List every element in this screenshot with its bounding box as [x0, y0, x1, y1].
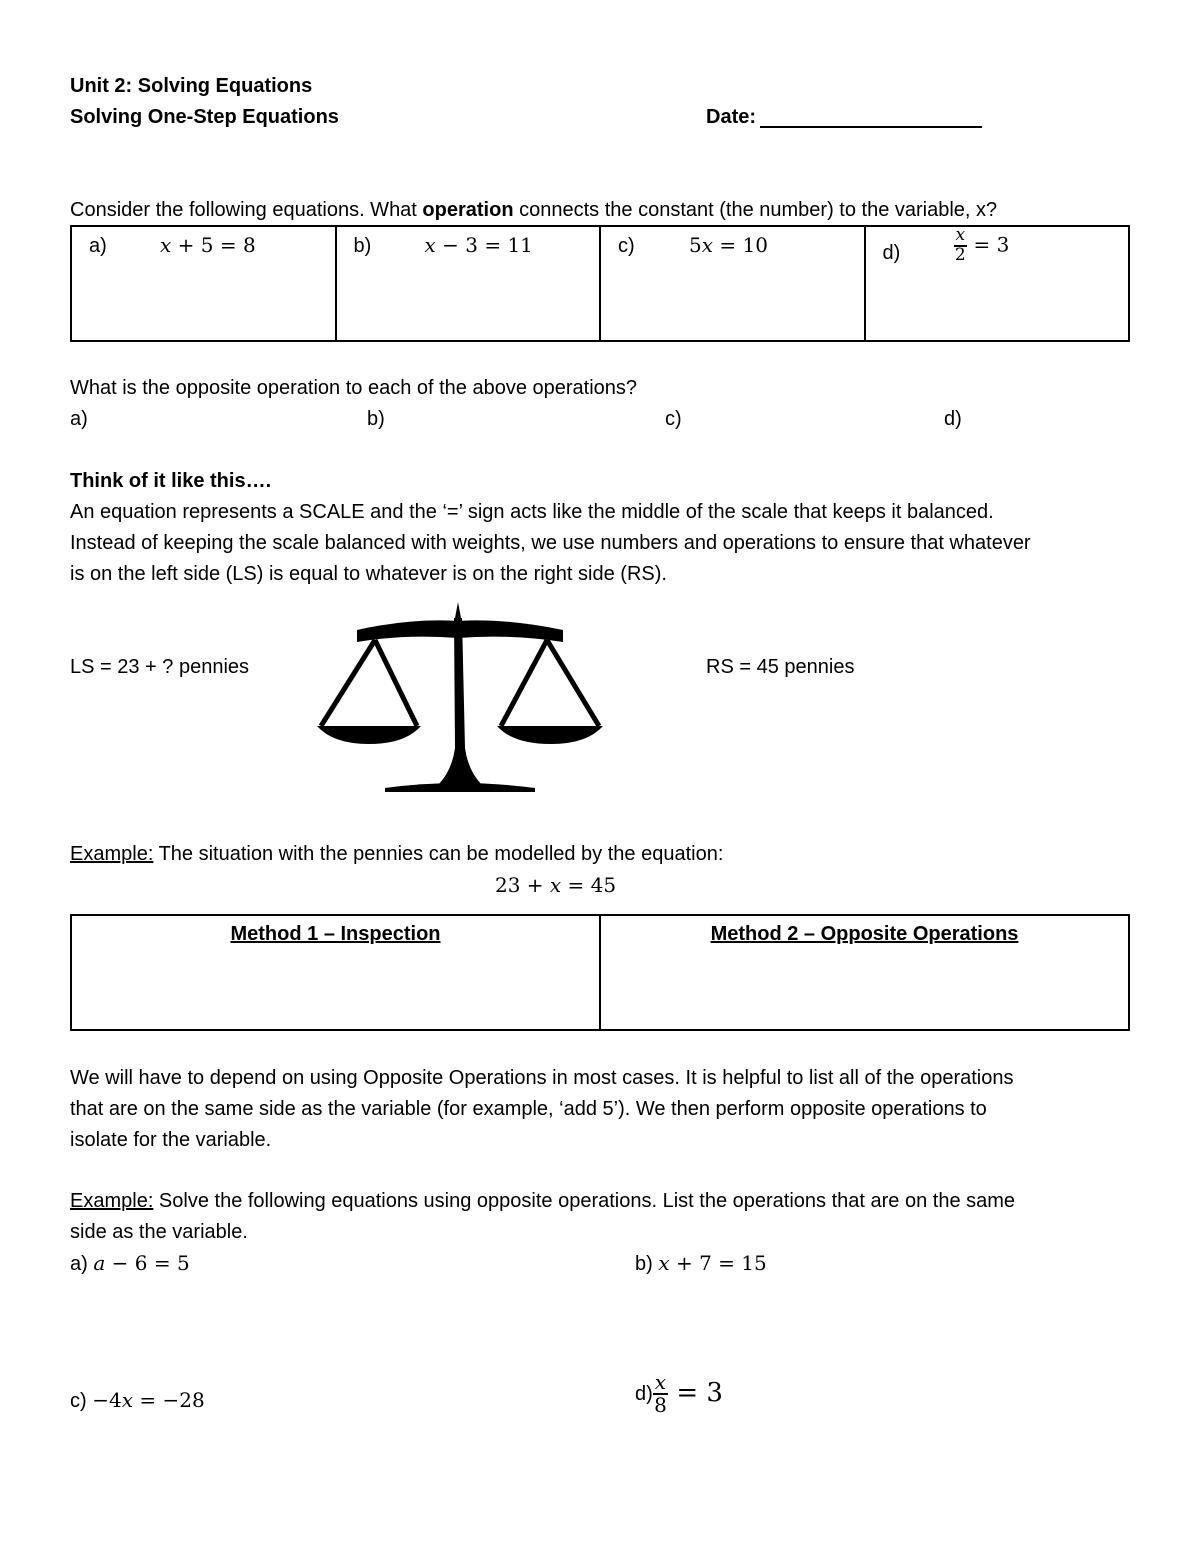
equation-b: x − 3 = 11 [424, 233, 533, 257]
equation-cell-a[interactable]: a) x + 5 = 8 [72, 227, 337, 340]
q2-label-d: d) [944, 408, 962, 430]
equations-table [70, 225, 1130, 342]
example1-equation: 23 + x = 45 [495, 873, 617, 897]
equation-cell-c[interactable]: c) 5x = 10 [601, 227, 866, 340]
lesson-title: Solving One-Step Equations [70, 106, 339, 128]
method-table [70, 914, 1130, 1031]
equation-cell-b[interactable]: b) x − 3 = 11 [337, 227, 602, 340]
q2-label-b: b) [367, 408, 385, 430]
method2-cell[interactable] [601, 916, 1128, 1029]
example2-problem-c: c) −4x = −28 [70, 1388, 205, 1412]
example2-intro: Example: Solve the following equations using opposite operations. List the operations that are on the same side as the variable. [70, 1190, 1016, 1243]
balance-scale-icon [315, 598, 607, 794]
ls-label: LS = 23 + ? pennies [70, 656, 250, 678]
example2-problem-d: d) $\frac{x}{8}$ = 3 [635, 1370, 723, 1417]
example2-problem-b: b) x + 7 = 15 [635, 1251, 767, 1275]
think-paragraph: An equation represents a SCALE and the ‘=’ sign acts like the middle of the scale that keeps it balanced. Instead of keeping the scale balanced with weights, we use numbers and operations to ensure that whatever is on the left side (LS) is equal to whatever is on the right side (RS). [70, 501, 1031, 585]
example1-intro: Example: The situation with the pennies can be modelled by the equation: [70, 843, 724, 865]
method1-heading: Method 1 – Inspection [230, 923, 441, 945]
date-label: Date: [706, 106, 757, 128]
rs-label: RS = 45 pennies [706, 656, 855, 678]
opposite-ops-paragraph: We will have to depend on using Opposite Operations in most cases. It is helpful to list all of the operations that are on the same side as the variable (for example, ‘add 5’). We then perform opposite operations to isolate for the variable. [70, 1067, 1014, 1151]
q1-prompt: Consider the following equations. What operation connects the constant (the number) to the variable, x? [70, 199, 998, 221]
q2-label-c: c) [665, 408, 682, 430]
q2-label-a: a) [70, 408, 88, 430]
equation-a: x + 5 = 8 [160, 233, 256, 257]
equation-cell-d[interactable]: d) $\frac{x}{2}$ = 3 [882, 225, 1010, 265]
q2-prompt: What is the opposite operation to each of the above operations? [70, 377, 638, 399]
equation-d: $\frac{x}{2}$ = 3 [954, 225, 1010, 265]
example2-problem-a: a) a − 6 = 5 [70, 1251, 190, 1275]
equation-c: 5x = 10 [689, 233, 768, 257]
method1-cell[interactable] [72, 916, 601, 1029]
method2-heading: Method 2 – Opposite Operations [710, 923, 1019, 945]
think-heading: Think of it like this…. [70, 470, 272, 492]
date-field-line[interactable] [760, 126, 982, 128]
unit-title: Unit 2: Solving Equations [70, 75, 313, 97]
